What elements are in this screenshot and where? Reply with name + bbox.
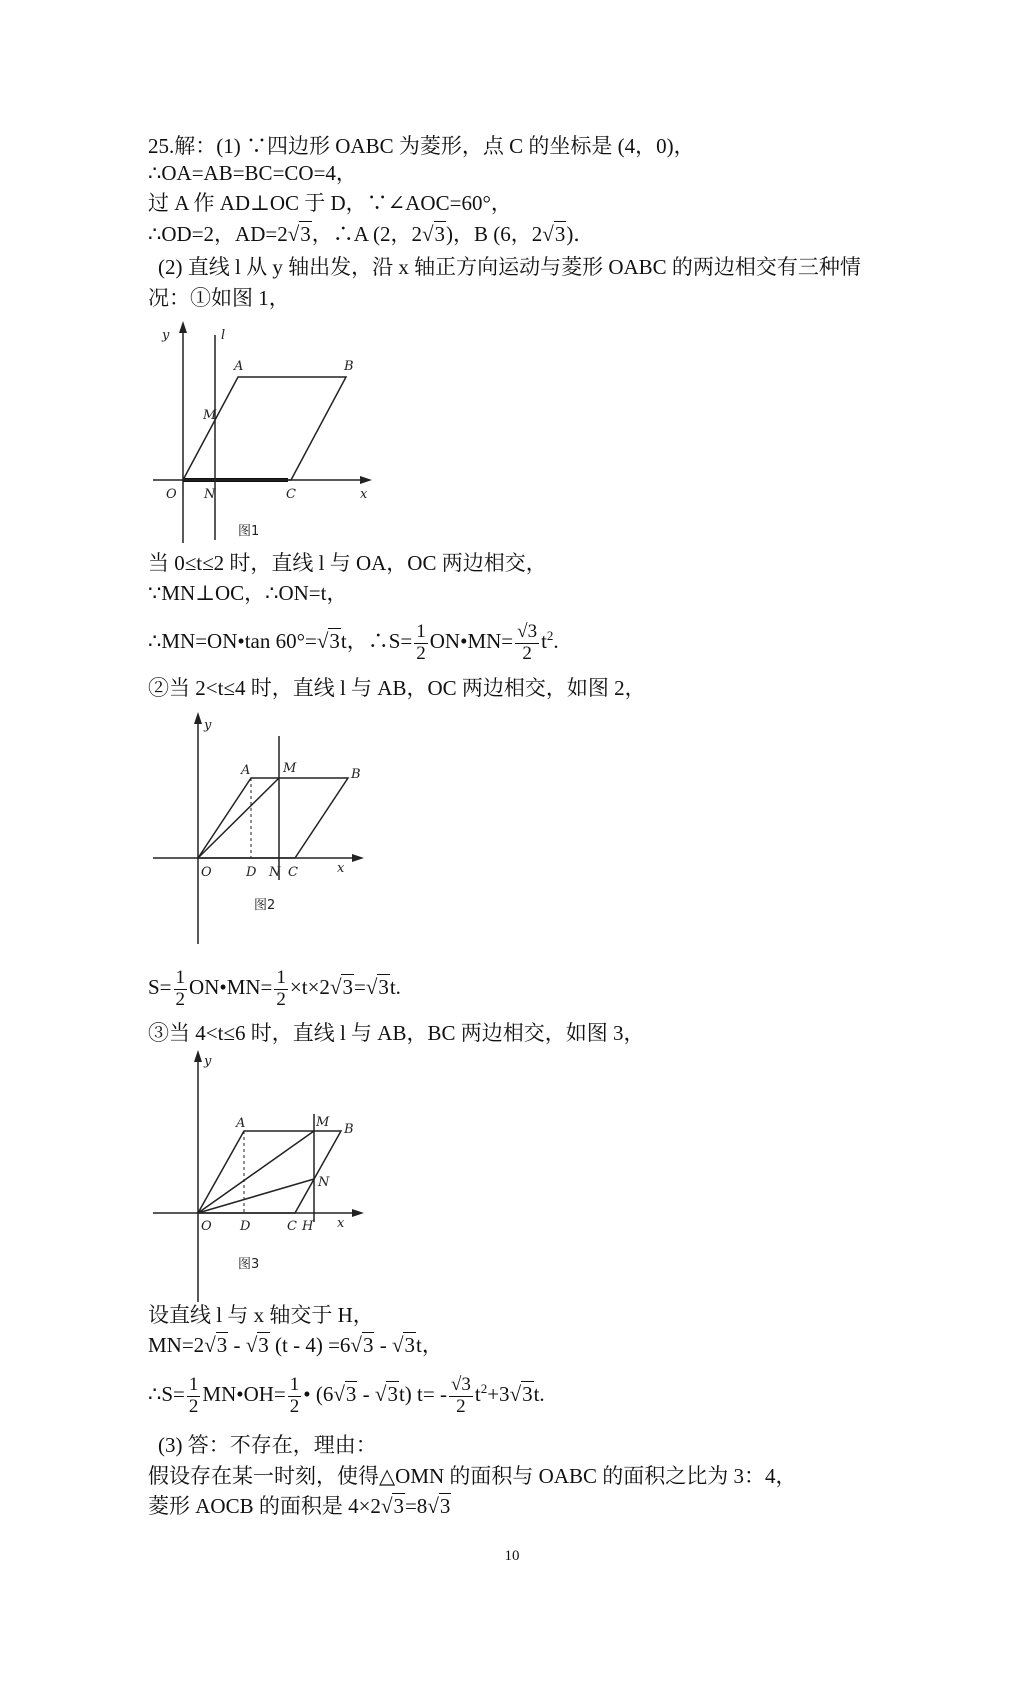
sqrt: √3	[365, 975, 389, 1000]
numerator: 1	[188, 1374, 199, 1395]
text: t.	[389, 975, 401, 1000]
line-10: ②当 2<t≤4 时，直线 l 与 AB，OC 两边相交，如图 2，	[148, 676, 646, 700]
line-15	[148, 1375, 545, 1418]
sqrt: √3	[391, 1333, 415, 1357]
text: t，	[415, 1333, 443, 1357]
x-arrow-icon	[352, 854, 364, 862]
text: =	[353, 975, 366, 1000]
line-16: (3) 答：不存在，理由：	[158, 1433, 377, 1457]
numerator: 1	[276, 967, 286, 988]
text: ∴OD=2，AD=2	[148, 222, 288, 246]
text: ∴S=	[148, 1382, 185, 1407]
label-h: H	[302, 1219, 314, 1234]
fraction	[187, 1375, 201, 1418]
denominator: 2	[175, 988, 186, 1010]
numerator: 1	[416, 621, 426, 642]
text: MN=2	[148, 1333, 205, 1357]
sqrt: √3	[350, 1333, 374, 1357]
text: ON•MN=	[429, 629, 514, 654]
text: ，∴A (2，2	[311, 222, 422, 246]
line-3: 过 A 作 AD⊥OC 于 D，∵∠AOC=60°，	[148, 191, 512, 215]
label-n: N	[318, 1175, 330, 1190]
radicand: 3	[329, 629, 340, 654]
label-a: A	[236, 1116, 246, 1131]
text: t	[541, 629, 547, 654]
line-14	[148, 1335, 443, 1356]
label-d: D	[240, 1219, 251, 1234]
text: MN•OH=	[202, 1382, 286, 1407]
line-8: ∵MN⊥OC，∴ON=t，	[148, 581, 348, 605]
fraction	[174, 968, 188, 1011]
figure-2	[148, 712, 378, 952]
line-2: ∴OA=AB=BC=CO=4，	[148, 161, 357, 185]
caption: 图1	[238, 524, 260, 539]
label-o: O	[201, 1219, 212, 1234]
line-6: 况：①如图 1，	[148, 286, 290, 310]
label-l: l	[221, 328, 226, 343]
y-arrow-icon	[194, 712, 202, 724]
text: .	[553, 629, 559, 654]
label-d: D	[246, 865, 257, 880]
label-m: M	[316, 1115, 330, 1130]
numerator: 1	[175, 967, 186, 988]
radicand: 3	[362, 1333, 374, 1357]
label-y: y	[204, 718, 212, 733]
line-5: (2) 直线 l 从 y 轴出发，沿 x 轴正方向运动与菱形 OABC 的两边相交有三种情	[158, 255, 861, 279]
sqrt: √3	[316, 629, 340, 654]
radicand: 3	[439, 1494, 451, 1518]
text: -	[357, 1382, 375, 1407]
label-a: A	[241, 763, 251, 778]
line-17: 假设存在某一时刻，使得△OMN 的面积与 OABC 的面积之比为 3：4，	[148, 1464, 797, 1488]
text: =8	[404, 1494, 428, 1518]
sqrt: √3	[427, 1494, 451, 1518]
radicand: 3	[378, 975, 389, 1000]
sqrt: √3	[422, 222, 446, 246]
line-13: 设直线 l 与 x 轴交于 H，	[148, 1303, 374, 1327]
text: 菱形 AOCB 的面积是 4×2	[148, 1494, 381, 1518]
rhombus-oabc	[198, 778, 348, 858]
label-y: y	[204, 1054, 212, 1069]
text: t.	[533, 1382, 545, 1407]
label-c: C	[288, 865, 298, 880]
label-m: M	[283, 761, 297, 776]
label-n: N	[204, 487, 216, 502]
label-b: B	[344, 1122, 354, 1137]
radicand: 3	[404, 1333, 415, 1357]
line-18	[148, 1496, 451, 1517]
radicand: 3	[527, 621, 538, 642]
y-arrow-icon	[179, 321, 187, 333]
caption: 图3	[238, 1257, 260, 1272]
text: )，B (6，2	[446, 222, 543, 246]
label-y: y	[162, 328, 170, 343]
label-x: x	[337, 1216, 345, 1231]
denominator: 2	[289, 1395, 300, 1417]
text: • (6	[303, 1382, 334, 1407]
exponent: 2	[546, 628, 554, 644]
text: -	[374, 1333, 392, 1357]
label-c: C	[286, 487, 296, 502]
fraction	[414, 622, 428, 665]
label-c: C	[287, 1219, 297, 1234]
rhombus-oabc	[198, 1131, 341, 1213]
sqrt: √3	[509, 1382, 533, 1407]
text: ∴MN=ON•tan 60°=	[148, 629, 317, 654]
text: +3	[487, 1382, 510, 1407]
text: S=	[148, 975, 172, 1000]
label-o: O	[201, 865, 212, 880]
radicand: 3	[554, 222, 566, 246]
exponent: 2	[480, 1381, 488, 1397]
label-m: M	[203, 408, 217, 423]
sqrt: √3	[374, 1382, 398, 1407]
numerator: √3	[517, 621, 538, 642]
segment-on	[198, 1179, 314, 1213]
text: ×t×2	[289, 975, 330, 1000]
x-arrow-icon	[360, 476, 372, 484]
label-n: N	[269, 865, 281, 880]
figure-1	[148, 325, 378, 545]
segment-om	[198, 778, 279, 858]
radicand: 3	[258, 1333, 269, 1357]
denominator: 2	[416, 642, 426, 664]
label-o: O	[166, 487, 177, 502]
sqrt: √3	[287, 222, 311, 246]
sqrt: √3	[329, 975, 353, 1000]
x-arrow-icon	[352, 1209, 364, 1217]
line-4	[148, 224, 594, 245]
radicand: 3	[345, 1382, 357, 1407]
radicand: 3	[393, 1494, 404, 1518]
radicand: 3	[461, 1374, 471, 1395]
numerator: 1	[289, 1374, 300, 1395]
radicand: 3	[387, 1382, 398, 1407]
text: t，∴S=	[340, 629, 413, 654]
line-7: 当 0≤t≤2 时，直线 l 与 OA，OC 两边相交，	[148, 551, 547, 575]
fraction	[288, 1375, 302, 1418]
text: t) t= -	[398, 1382, 447, 1407]
radicand: 3	[300, 222, 311, 246]
fraction	[449, 1375, 473, 1418]
line-12: ③当 4<t≤6 时，直线 l 与 AB，BC 两边相交，如图 3，	[148, 1021, 645, 1045]
radicand: 3	[342, 975, 353, 1000]
numerator: √3	[450, 1374, 471, 1395]
denominator: 2	[456, 1395, 466, 1417]
label-a: A	[234, 359, 244, 374]
denominator: 2	[522, 642, 532, 664]
label-x: x	[360, 487, 368, 502]
denominator: 2	[276, 988, 286, 1010]
caption: 图2	[254, 898, 276, 913]
fraction	[515, 622, 539, 665]
figure-3	[148, 1050, 378, 1310]
text: t	[474, 1382, 481, 1407]
text: )．	[566, 222, 595, 246]
label-x: x	[337, 861, 345, 876]
text: -	[228, 1333, 246, 1357]
fraction	[274, 968, 288, 1011]
sqrt: √3	[245, 1333, 269, 1357]
line-11	[148, 968, 401, 1011]
radicand: 3	[216, 1333, 228, 1357]
line-9	[148, 622, 559, 665]
sqrt: √3	[542, 222, 566, 246]
radicand: 3	[434, 222, 446, 246]
denominator: 2	[188, 1395, 199, 1417]
text: ON•MN=	[189, 975, 273, 1000]
label-b: B	[351, 767, 361, 782]
line-1: 25.解：(1) ∵四边形 OABC 为菱形，点 C 的坐标是 (4，0)，	[148, 134, 695, 158]
sqrt: √3	[204, 1333, 228, 1357]
y-arrow-icon	[194, 1050, 202, 1062]
page-number: 10	[504, 1548, 520, 1564]
label-b: B	[344, 359, 354, 374]
text: (t - 4) =6	[269, 1333, 351, 1357]
radicand: 3	[522, 1382, 533, 1407]
segment-om	[198, 1131, 314, 1213]
sqrt: √3	[333, 1382, 357, 1407]
rhombus-oabc	[183, 377, 346, 480]
sqrt: √3	[380, 1494, 404, 1518]
